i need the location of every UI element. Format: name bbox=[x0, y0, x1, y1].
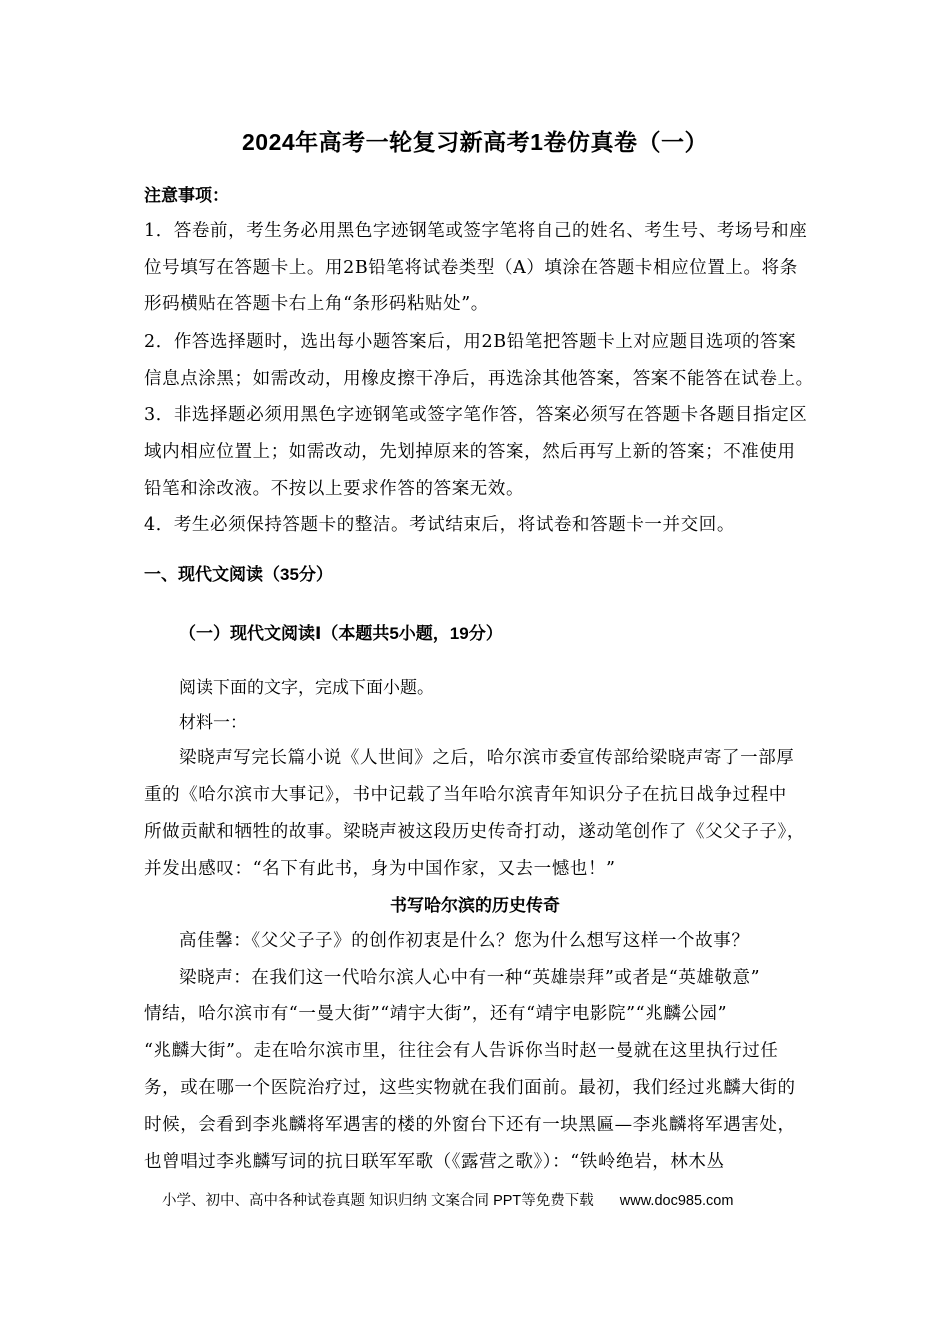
notice-heading: 注意事项： bbox=[144, 186, 229, 205]
article-title: 书写哈尔滨的历史传奇 bbox=[390, 896, 560, 915]
article-line: 高佳馨：《父父子子》的创作初衷是什么？您为什么想写这样一个故事？ bbox=[179, 931, 750, 951]
article-line: 务，或在哪一个医院治疗过，这些实物就在我们面前。最初，我们经过兆麟大街的 bbox=[144, 1078, 796, 1098]
article-line: 也曾唱过李兆麟写词的抗日联军军歌（《露营之歌》）：“铁岭绝岩，林木丛 bbox=[144, 1152, 725, 1172]
notice-line: 2．作答选择题时，选出每小题答案后，用2B铅笔把答题卡上对应题目选项的答案 bbox=[144, 332, 797, 352]
footer-text: 小学、初中、高中各种试卷真题 知识归纳 文案合同 PPT等免费下载 bbox=[162, 1193, 594, 1209]
article-line: 时候，会看到李兆麟将军遇害的楼的外窗台下还有一块黑匾—李兆麟将军遇害处， bbox=[144, 1115, 796, 1135]
notice-line: 4．考生必须保持答题卡的整洁。考试结束后，将试卷和答题卡一并交回。 bbox=[144, 515, 735, 535]
page-footer bbox=[162, 1190, 733, 1212]
notice-line: 1．答卷前，考生务必用黑色字迹钢笔或签字笔将自己的姓名、考生号、考场号和座 bbox=[144, 221, 808, 241]
section-heading: 一、现代文阅读（35分） bbox=[144, 565, 333, 584]
notice-line: 3．非选择题必须用黑色字迹钢笔或签字笔作答，答案必须写在答题卡各题目指定区 bbox=[144, 405, 808, 425]
notice-line: 铅笔和涂改液。不按以上要求作答的答案无效。 bbox=[144, 479, 525, 499]
instruction-text: 阅读下面的文字，完成下面小题。 bbox=[179, 678, 434, 697]
notice-line: 信息点涂黑；如需改动，用橡皮擦干净后，再选涂其他答案，答案不能答在试卷上。 bbox=[144, 369, 814, 389]
material-line: 梁晓声写完长篇小说《人世间》之后，哈尔滨市委宣传部给梁晓声寄了一部厚 bbox=[179, 748, 795, 768]
article-line: “兆麟大街”。走在哈尔滨市里，往往会有人告诉你当时赵一曼就在这里执行过任 bbox=[144, 1041, 779, 1061]
notice-line: 域内相应位置上；如需改动，先划掉原来的答案，然后再写上新的答案；不准使用 bbox=[144, 442, 796, 462]
footer-link[interactable]: www.doc985.com bbox=[619, 1193, 734, 1209]
material-line: 并发出感叹：“名下有此书，身为中国作家，又去一憾也！” bbox=[144, 859, 616, 879]
subsection-heading: （一）现代文阅读Ⅰ（本题共5小题，19分） bbox=[179, 624, 503, 643]
material-line: 所做贡献和牺牲的故事。梁晓声被这段历史传奇打动，遂动笔创作了《父父子子》， bbox=[144, 822, 805, 842]
material-line: 重的《哈尔滨市大事记》，书中记载了当年哈尔滨青年知识分子在抗日战争过程中 bbox=[144, 785, 787, 805]
article-line: 情结，哈尔滨市有“一曼大街”“靖宇大街”，还有“靖宇电影院”“兆麟公园” bbox=[144, 1004, 728, 1024]
material-label: 材料一： bbox=[179, 713, 247, 732]
notice-line: 形码横贴在答题卡右上角“条形码粘贴处”。 bbox=[144, 294, 489, 314]
article-line: 梁晓声：在我们这一代哈尔滨人心中有一种“英雄崇拜”或者是“英雄敬意” bbox=[179, 968, 761, 988]
page-title: 2024年高考一轮复习新高考1卷仿真卷（一） bbox=[242, 129, 708, 155]
notice-line: 位号填写在答题卡上。用2B铅笔将试卷类型（A）填涂在答题卡相应位置上。将条 bbox=[144, 258, 798, 278]
